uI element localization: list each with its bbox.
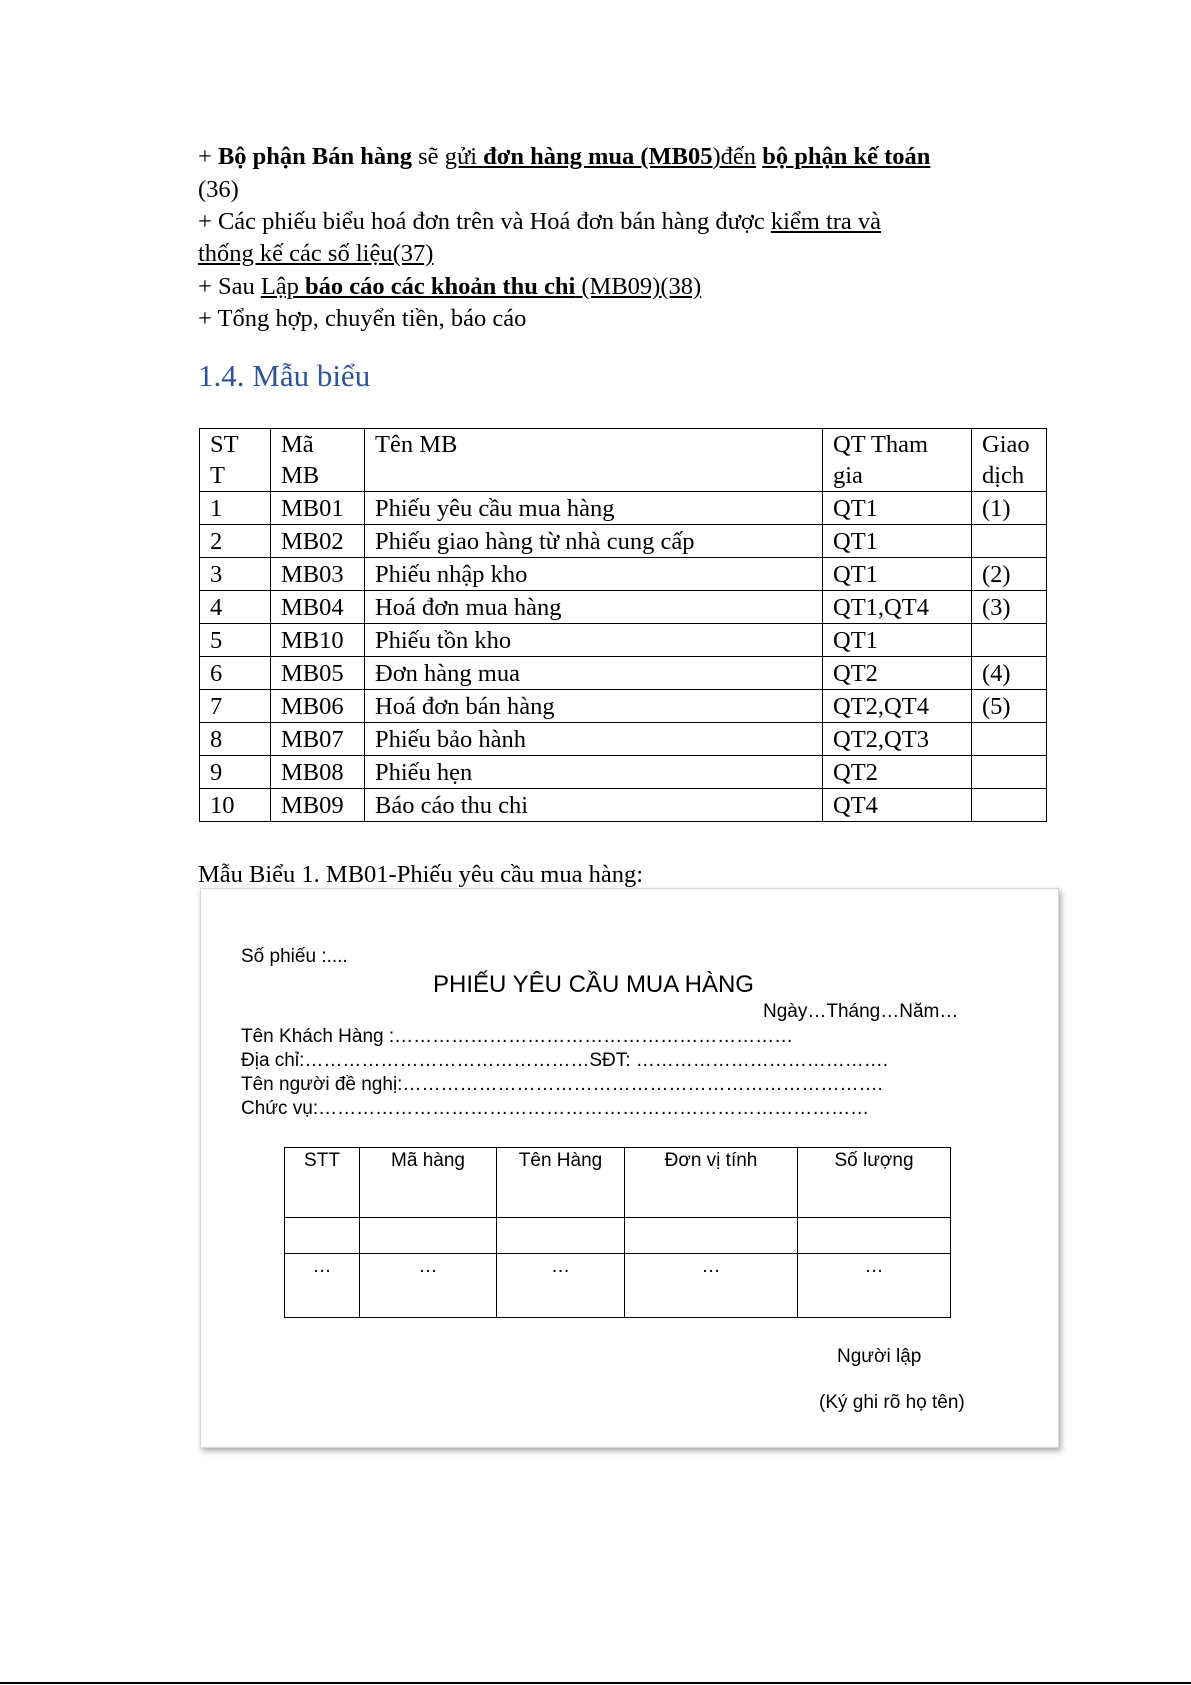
- cell-name: Đơn hàng mua: [365, 657, 823, 690]
- cell-stt: 2: [200, 525, 271, 558]
- header-cell: ST T: [200, 429, 271, 492]
- form-cell: [798, 1218, 951, 1254]
- cell-code: MB09: [271, 789, 365, 822]
- cell-process: QT1: [823, 624, 972, 657]
- form-cell: [625, 1218, 798, 1254]
- form-title: PHIẾU YÊU CẦU MUA HÀNG: [433, 971, 754, 998]
- table-row: [200, 591, 1047, 624]
- cell-process: QT1,QT4: [823, 591, 972, 624]
- cell-process: QT1: [823, 492, 972, 525]
- form-cell: …: [285, 1254, 360, 1318]
- form-col-header: Tên Hàng: [497, 1148, 625, 1218]
- form-position: Chức vụ:……………………………………………………………………………: [241, 1098, 870, 1119]
- table-header-row: [200, 429, 1047, 492]
- cell-process: QT4: [823, 789, 972, 822]
- table-row: [200, 756, 1047, 789]
- figure-caption: Mẫu Biểu 1. MB01-Phiếu yêu cầu mua hàng:: [198, 861, 644, 888]
- cell-process: QT2,QT4: [823, 690, 972, 723]
- cell-stt: 3: [200, 558, 271, 591]
- text: sẽ: [412, 143, 445, 170]
- form-items-table: [284, 1147, 951, 1318]
- form-address-phone: Địa chỉ:………………………………………SĐT: ………………………………….: [241, 1050, 889, 1071]
- form-cell: [497, 1218, 625, 1254]
- page-bottom-border: [0, 1682, 1191, 1684]
- cell-transaction: [972, 624, 1047, 657]
- form-requester: Tên người đề nghị:………………………………………………………………….: [241, 1074, 883, 1095]
- text-underlined: kiểm tra và: [770, 208, 882, 235]
- form-table-row: [285, 1218, 951, 1254]
- cell-transaction: [972, 525, 1047, 558]
- cell-stt: 7: [200, 690, 271, 723]
- form-col-header: Số lượng: [798, 1148, 951, 1218]
- cell-code: MB10: [271, 624, 365, 657]
- form-table-row: [285, 1254, 951, 1318]
- form-signer-label: Người lập: [837, 1346, 922, 1367]
- cell-name: Phiếu hẹn: [365, 756, 823, 789]
- text-bold-underlined: báo cáo các khoản thu chi: [305, 273, 576, 300]
- text-underlined: )đến: [712, 143, 757, 170]
- cell-stt: 1: [200, 492, 271, 525]
- table-row: [200, 525, 1047, 558]
- cell-code: MB01: [271, 492, 365, 525]
- header-cell: QT Tham gia: [823, 429, 972, 492]
- header-cell: Tên MB: [365, 429, 823, 492]
- text-bold-underlined: đơn hàng mua (MB05: [483, 143, 713, 170]
- form-col-header: STT: [285, 1148, 360, 1218]
- table-row: [200, 558, 1047, 591]
- cell-stt: 4: [200, 591, 271, 624]
- form-cell: …: [798, 1254, 951, 1318]
- form-col-header: Mã hàng: [360, 1148, 497, 1218]
- cell-name: Phiếu bảo hành: [365, 723, 823, 756]
- form-cell: …: [497, 1254, 625, 1318]
- section-heading: 1.4. Mẫu biểu: [198, 358, 371, 393]
- paragraph-line: [198, 206, 881, 237]
- cell-name: Hoá đơn mua hàng: [365, 591, 823, 624]
- purchase-request-form-image: [200, 888, 1059, 1448]
- cell-stt: 10: [200, 789, 271, 822]
- cell-transaction: (2): [972, 558, 1047, 591]
- table-row: [200, 789, 1047, 822]
- cell-stt: 9: [200, 756, 271, 789]
- text-underlined: (MB09)(38): [575, 273, 702, 300]
- paragraph-line: (36): [198, 176, 239, 203]
- table-row: [200, 657, 1047, 690]
- cell-name: Phiếu giao hàng từ nhà cung cấp: [365, 525, 823, 558]
- cell-process: QT2,QT3: [823, 723, 972, 756]
- form-cell: [360, 1218, 497, 1254]
- form-cell: …: [625, 1254, 798, 1318]
- cell-name: Phiếu nhập kho: [365, 558, 823, 591]
- cell-transaction: [972, 789, 1047, 822]
- cell-stt: 8: [200, 723, 271, 756]
- cell-transaction: [972, 723, 1047, 756]
- cell-process: QT2: [823, 756, 972, 789]
- table-row: [200, 624, 1047, 657]
- table-row: [200, 690, 1047, 723]
- form-date: Ngày…Tháng…Năm…: [763, 1001, 959, 1022]
- cell-transaction: (4): [972, 657, 1047, 690]
- cell-process: QT1: [823, 525, 972, 558]
- cell-transaction: (1): [972, 492, 1047, 525]
- cell-code: MB03: [271, 558, 365, 591]
- text-underlined: gửi: [444, 143, 484, 170]
- cell-name: Phiếu yêu cầu mua hàng: [365, 492, 823, 525]
- cell-name: Báo cáo thu chi: [365, 789, 823, 822]
- cell-transaction: [972, 756, 1047, 789]
- cell-transaction: (5): [972, 690, 1047, 723]
- table-row: [200, 723, 1047, 756]
- cell-code: MB06: [271, 690, 365, 723]
- cell-name: Phiếu tồn kho: [365, 624, 823, 657]
- cell-code: MB07: [271, 723, 365, 756]
- paragraph-line: thống kế các số liệu(37): [198, 240, 434, 267]
- text-bold: Bộ phận Bán hàng: [217, 143, 413, 170]
- form-number: Số phiếu :....: [241, 946, 348, 967]
- form-table-header-row: [285, 1148, 951, 1218]
- text-bold-underlined: bộ phận kế toán: [762, 143, 931, 170]
- form-cell: …: [360, 1254, 497, 1318]
- text-underlined: Lập: [260, 273, 306, 300]
- cell-process: QT1: [823, 558, 972, 591]
- paragraph-line: [198, 271, 701, 302]
- paragraph-line: + Tổng hợp, chuyển tiền, báo cáo: [198, 305, 527, 332]
- form-signature-note: (Ký ghi rõ họ tên): [819, 1392, 965, 1413]
- cell-transaction: (3): [972, 591, 1047, 624]
- cell-stt: 6: [200, 657, 271, 690]
- text: +: [198, 143, 218, 170]
- form-customer-name: Tên Khách Hàng :………………………………………………………: [241, 1026, 794, 1047]
- cell-code: MB04: [271, 591, 365, 624]
- header-cell: Giao dịch: [972, 429, 1047, 492]
- cell-code: MB05: [271, 657, 365, 690]
- cell-name: Hoá đơn bán hàng: [365, 690, 823, 723]
- cell-code: MB08: [271, 756, 365, 789]
- form-cell: [285, 1218, 360, 1254]
- header-cell: Mã MB: [271, 429, 365, 492]
- paragraph-line: [198, 141, 930, 172]
- table-row: [200, 492, 1047, 525]
- cell-code: MB02: [271, 525, 365, 558]
- cell-stt: 5: [200, 624, 271, 657]
- text: + Sau: [198, 273, 261, 300]
- form-col-header: Đơn vị tính: [625, 1148, 798, 1218]
- forms-table: [199, 428, 1047, 822]
- text: + Các phiếu biểu hoá đơn trên và Hoá đơn bán hàng được: [198, 208, 771, 235]
- cell-process: QT2: [823, 657, 972, 690]
